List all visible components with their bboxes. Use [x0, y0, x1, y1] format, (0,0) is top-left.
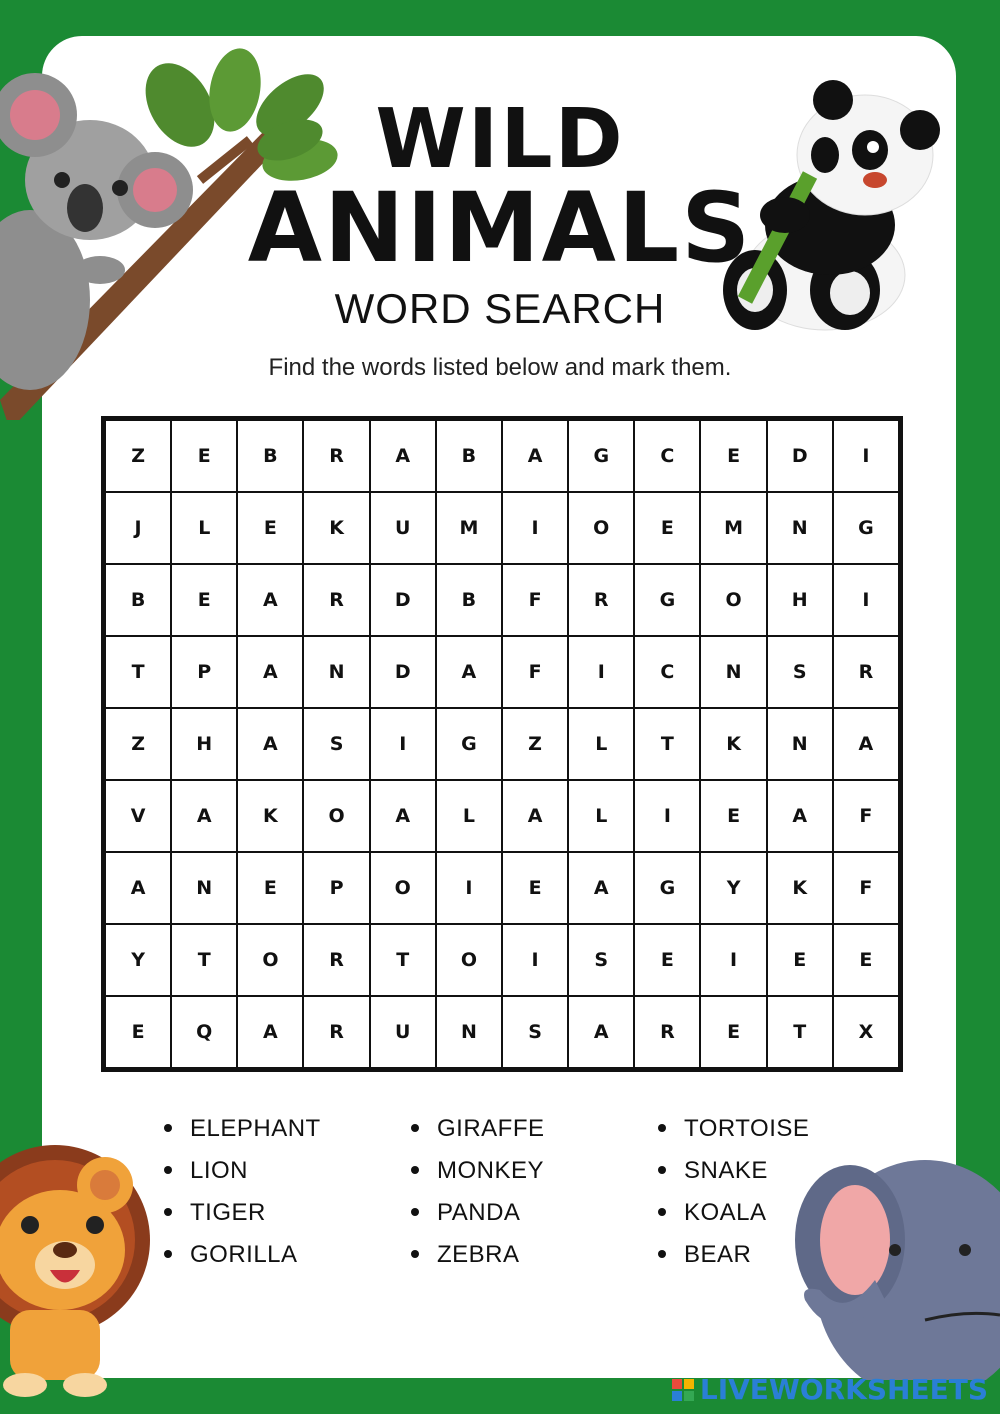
- grid-cell[interactable]: O: [568, 492, 634, 564]
- grid-cell[interactable]: N: [436, 996, 502, 1068]
- grid-cell[interactable]: Q: [171, 996, 237, 1068]
- grid-cell[interactable]: I: [634, 780, 700, 852]
- liveworksheets-logo-icon: [672, 1379, 694, 1401]
- grid-cell[interactable]: L: [171, 492, 237, 564]
- grid-cell[interactable]: I: [502, 492, 568, 564]
- grid-cell[interactable]: E: [171, 564, 237, 636]
- grid-cell[interactable]: E: [237, 492, 303, 564]
- grid-cell[interactable]: A: [237, 636, 303, 708]
- grid-cell[interactable]: A: [568, 996, 634, 1068]
- grid-cell[interactable]: L: [568, 780, 634, 852]
- word-item: ELEPHANT: [162, 1108, 321, 1150]
- grid-cell[interactable]: S: [568, 924, 634, 996]
- grid-cell[interactable]: A: [237, 564, 303, 636]
- grid-cell[interactable]: Y: [105, 924, 171, 996]
- word-column-3: [656, 1108, 809, 1276]
- grid-cell[interactable]: B: [436, 564, 502, 636]
- word-item: BEAR: [656, 1234, 809, 1276]
- grid-cell[interactable]: H: [171, 708, 237, 780]
- word-item: PANDA: [409, 1192, 545, 1234]
- grid-cell[interactable]: D: [767, 420, 833, 492]
- grid-cell[interactable]: N: [767, 492, 833, 564]
- grid-cell[interactable]: F: [833, 780, 899, 852]
- grid-cell[interactable]: K: [237, 780, 303, 852]
- grid-cell[interactable]: E: [237, 852, 303, 924]
- grid-cell[interactable]: E: [700, 996, 766, 1068]
- grid-cell[interactable]: R: [833, 636, 899, 708]
- word-item: GIRAFFE: [409, 1108, 545, 1150]
- grid-cell[interactable]: S: [303, 708, 369, 780]
- grid-cell[interactable]: T: [370, 924, 436, 996]
- grid-cell[interactable]: D: [370, 636, 436, 708]
- grid-cell[interactable]: T: [634, 708, 700, 780]
- grid-cell[interactable]: E: [700, 420, 766, 492]
- grid-cell[interactable]: P: [303, 852, 369, 924]
- grid-cell[interactable]: I: [700, 924, 766, 996]
- grid-cell[interactable]: S: [502, 996, 568, 1068]
- grid-cell[interactable]: K: [767, 852, 833, 924]
- grid-cell[interactable]: K: [303, 492, 369, 564]
- word-item: LION: [162, 1150, 321, 1192]
- grid-cell[interactable]: N: [171, 852, 237, 924]
- watermark-text: LIVEWORKSHEETS: [699, 1373, 988, 1406]
- watermark[interactable]: [672, 1373, 988, 1406]
- grid-cell[interactable]: B: [105, 564, 171, 636]
- grid-cell[interactable]: A: [502, 780, 568, 852]
- grid-cell[interactable]: N: [303, 636, 369, 708]
- grid-cell[interactable]: G: [634, 852, 700, 924]
- word-item: ZEBRA: [409, 1234, 545, 1276]
- grid-cell[interactable]: Z: [105, 708, 171, 780]
- grid-cell[interactable]: R: [303, 420, 369, 492]
- grid-cell[interactable]: O: [436, 924, 502, 996]
- grid-cell[interactable]: R: [303, 996, 369, 1068]
- grid-cell[interactable]: Z: [105, 420, 171, 492]
- grid-cell[interactable]: M: [436, 492, 502, 564]
- grid-cell[interactable]: G: [436, 708, 502, 780]
- grid-cell[interactable]: M: [700, 492, 766, 564]
- grid-cell[interactable]: T: [767, 996, 833, 1068]
- grid-cell[interactable]: I: [833, 564, 899, 636]
- grid-cell[interactable]: A: [436, 636, 502, 708]
- grid-cell[interactable]: C: [634, 420, 700, 492]
- grid-cell[interactable]: G: [634, 564, 700, 636]
- grid-cell[interactable]: U: [370, 492, 436, 564]
- grid-cell[interactable]: A: [237, 708, 303, 780]
- grid-cell[interactable]: O: [303, 780, 369, 852]
- grid-cell[interactable]: F: [502, 564, 568, 636]
- grid-cell[interactable]: Y: [700, 852, 766, 924]
- grid-cell[interactable]: R: [303, 924, 369, 996]
- grid-cell[interactable]: N: [767, 708, 833, 780]
- word-item: KOALA: [656, 1192, 809, 1234]
- word-column-1: [162, 1108, 321, 1276]
- grid-cell[interactable]: E: [700, 780, 766, 852]
- grid-cell[interactable]: J: [105, 492, 171, 564]
- grid-cell[interactable]: L: [568, 708, 634, 780]
- grid-cell[interactable]: R: [568, 564, 634, 636]
- grid-cell[interactable]: V: [105, 780, 171, 852]
- grid-cell[interactable]: S: [767, 636, 833, 708]
- grid-cell[interactable]: A: [370, 420, 436, 492]
- grid-cell[interactable]: A: [833, 708, 899, 780]
- grid-cell[interactable]: O: [237, 924, 303, 996]
- word-search-grid[interactable]: [101, 416, 903, 1072]
- lion-icon: [0, 1130, 150, 1400]
- grid-cell[interactable]: I: [833, 420, 899, 492]
- grid-cell[interactable]: I: [568, 636, 634, 708]
- grid-cell[interactable]: Z: [502, 708, 568, 780]
- grid-cell[interactable]: E: [634, 924, 700, 996]
- grid-cell[interactable]: E: [502, 852, 568, 924]
- grid-cell[interactable]: R: [634, 996, 700, 1068]
- grid-cell[interactable]: E: [105, 996, 171, 1068]
- grid-cell[interactable]: T: [171, 924, 237, 996]
- grid-cell[interactable]: K: [700, 708, 766, 780]
- grid-cell[interactable]: A: [105, 852, 171, 924]
- grid-cell[interactable]: N: [700, 636, 766, 708]
- word-item: TIGER: [162, 1192, 321, 1234]
- word-column-2: [409, 1108, 545, 1276]
- grid-cell[interactable]: X: [833, 996, 899, 1068]
- grid-cell[interactable]: E: [833, 924, 899, 996]
- word-item: SNAKE: [656, 1150, 809, 1192]
- grid-cell[interactable]: O: [370, 852, 436, 924]
- grid-cell[interactable]: E: [634, 492, 700, 564]
- grid-cell[interactable]: I: [370, 708, 436, 780]
- grid-cell[interactable]: I: [436, 852, 502, 924]
- grid-cell[interactable]: C: [634, 636, 700, 708]
- word-item: MONKEY: [409, 1150, 545, 1192]
- grid-cell[interactable]: B: [436, 420, 502, 492]
- grid-cell[interactable]: T: [105, 636, 171, 708]
- grid-cell[interactable]: G: [833, 492, 899, 564]
- grid-cell[interactable]: I: [502, 924, 568, 996]
- title-line-2: ANIMALS: [247, 172, 753, 284]
- word-item: GORILLA: [162, 1234, 321, 1276]
- grid-cell[interactable]: F: [502, 636, 568, 708]
- grid-cell[interactable]: A: [237, 996, 303, 1068]
- grid-cell[interactable]: P: [171, 636, 237, 708]
- grid-cell[interactable]: E: [767, 924, 833, 996]
- grid-cell[interactable]: R: [303, 564, 369, 636]
- grid-cell[interactable]: B: [237, 420, 303, 492]
- subtitle: WORD SEARCH: [334, 285, 666, 332]
- word-item: TORTOISE: [656, 1108, 809, 1150]
- grid-cell[interactable]: G: [568, 420, 634, 492]
- title-line-1: WILD: [375, 92, 625, 187]
- grid-cell[interactable]: A: [767, 780, 833, 852]
- grid-cell[interactable]: D: [370, 564, 436, 636]
- grid-cell[interactable]: U: [370, 996, 436, 1068]
- grid-cell[interactable]: F: [833, 852, 899, 924]
- grid-cell[interactable]: A: [171, 780, 237, 852]
- grid-cell[interactable]: H: [767, 564, 833, 636]
- grid-cell[interactable]: E: [171, 420, 237, 492]
- grid-cell[interactable]: A: [370, 780, 436, 852]
- grid-cell[interactable]: L: [436, 780, 502, 852]
- grid-cell[interactable]: O: [700, 564, 766, 636]
- instructions: Find the words listed below and mark them.: [268, 354, 732, 381]
- grid-cell[interactable]: A: [502, 420, 568, 492]
- grid-cell[interactable]: A: [568, 852, 634, 924]
